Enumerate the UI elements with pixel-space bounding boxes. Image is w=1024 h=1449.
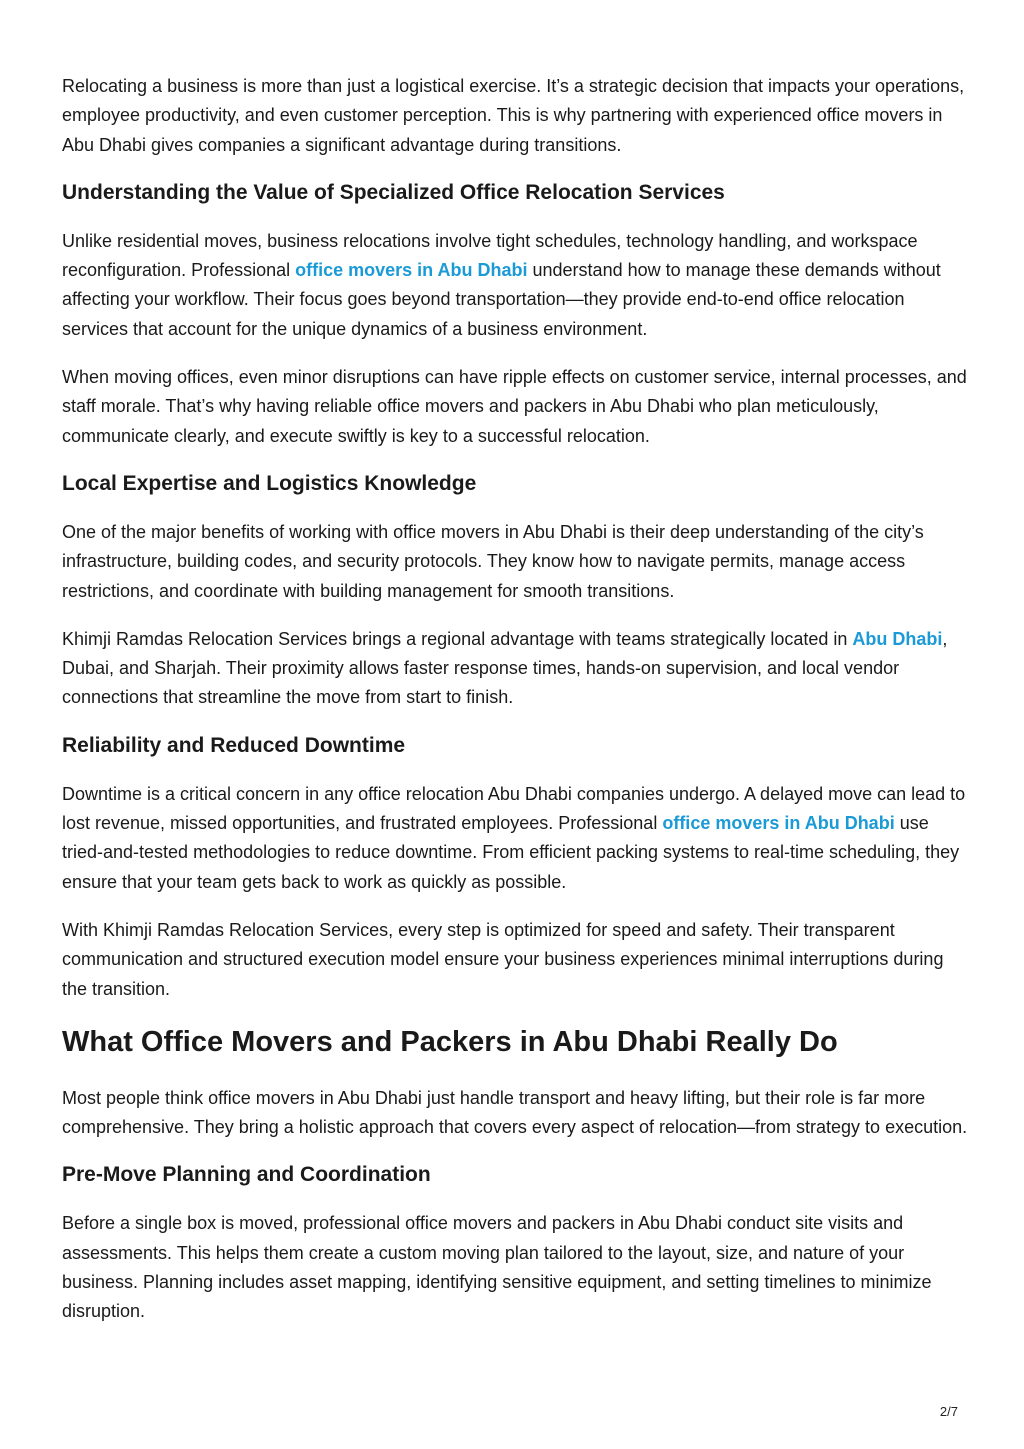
paragraph-text: understand how to manage these demands without affecting your workflow. Their focus goes beyond transportation—they provide end-to-end office relocation services that account for the unique dynamics of a business environment. [62, 260, 941, 339]
paragraph-holistic-approach: Most people think office movers in Abu Dhabi just handle transport and heavy lifting, but their role is far more comprehensive. They bring a holistic approach that covers every aspect of relocation—from strategy to execution. [62, 1087, 968, 1138]
paragraph-minor-disruptions: When moving offices, even minor disruptions can have ripple effects on customer service, internal processes, and staff morale. That’s why having reliable office movers and packers in Abu Dhabi who plan meticulously, communicate clearly, and execute swiftly is key to a successful relocation. [62, 367, 967, 446]
paragraph-regional-advantage [62, 625, 972, 713]
paragraph-site-visits: Before a single box is moved, professional office movers and packers in Abu Dhabi conduct site visits and assessments. This helps them create a custom moving plan tailored to the layout, size, and nature of your business. Planning includes asset mapping, identifying sensitive equipment, and setting timelines to minimize disruption. [62, 1213, 932, 1322]
paragraph-text: use tried-and-tested methodologies to reduce downtime. From efficient packing systems to real-time scheduling, they ensure that your team gets back to work as quickly as possible. [62, 813, 960, 892]
paragraph-residential-vs-business [62, 227, 972, 344]
section-heading-reliability: Reliability and Reduced Downtime [62, 733, 406, 757]
paragraph-text: Downtime is a critical concern in any office relocation Abu Dhabi companies undergo. A delayed move can lead to lost revenue, missed opportunities, and frustrated employees. Professional [62, 783, 966, 834]
section-heading-local-expertise: Local Expertise and Logistics Knowledge [62, 471, 477, 495]
link-office-movers-abu-dhabi[interactable]: office movers in Abu Dhabi [662, 813, 895, 834]
paragraph-text: Khimji Ramdas Relocation Services brings a regional advantage with teams strategically located in [62, 628, 853, 649]
paragraph-text: , Dubai, and Sharjah. Their proximity allows faster response times, hands-on supervision, and local vendor connections that streamline the move from start to finish. [62, 628, 948, 708]
paragraph-city-infrastructure: One of the major benefits of working with office movers in Abu Dhabi is their deep understanding of the city’s infrastructure, building codes, and security protocols. They know how to navigate permits, manage access restrictions, and coordinate with building management for smooth transitions. [62, 521, 924, 601]
section-heading-pre-move-planning: Pre-Move Planning and Coordination [62, 1163, 431, 1187]
document-body [62, 72, 972, 1346]
paragraph-downtime [62, 780, 972, 897]
page-number: 2/7 [939, 1404, 958, 1419]
paragraph-text: Unlike residential moves, business relocations involve tight schedules, technology handling, and workspace reconfiguration. Professional [62, 230, 918, 281]
section-heading-specialized-relocation: Understanding the Value of Specialized Office Relocation Services [62, 180, 725, 204]
intro-paragraph: Relocating a business is more than just a logistical exercise. It’s a strategic decision that impacts your operations, employee productivity, and even customer perception. This is why partnering with experienced office movers in Abu Dhabi gives companies a significant advantage during transitions. [62, 76, 965, 155]
link-abu-dhabi[interactable]: Abu Dhabi [852, 628, 943, 649]
main-heading-what-movers-do: What Office Movers and Packers in Abu Dhabi Really Do [62, 1025, 838, 1058]
paragraph-khimji-optimized: With Khimji Ramdas Relocation Services, every step is optimized for speed and safety. Their transparent communication and structured execution model ensure your business experiences minimal interruptions during the transition. [62, 919, 944, 999]
link-office-movers-abu-dhabi[interactable]: office movers in Abu Dhabi [295, 260, 528, 281]
